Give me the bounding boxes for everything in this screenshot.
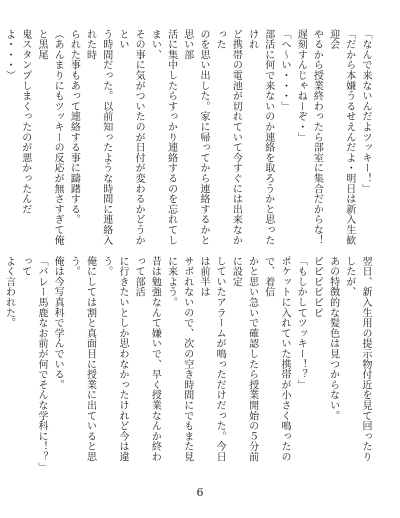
- text-line: 「なんで来ないんだよツッキー！」: [360, 29, 371, 194]
- text-line: ど携帯の電池が切れていて今すぐには出来なかった: [214, 29, 242, 246]
- text-line: られた事もあって連絡する事に躊躇する。: [68, 29, 80, 225]
- text-line: （あんまりにもツッキーの反応が無さすぎて俺と黒尾: [35, 29, 64, 246]
- lower-text-block: [0, 256, 373, 472]
- text-line: サボれないので、次の空き時間にでもまた見に来よう。: [165, 256, 193, 462]
- text-line: その事に気がついたのが日付が変わるかどうかとい: [116, 29, 145, 246]
- text-line: していたアラームが鳴っただけだった。今日は前半は: [197, 256, 226, 462]
- text-line: 「バレー馬鹿なお前が何でそんな学科に！？」って: [19, 256, 47, 468]
- text-line: ポケットに入れていた携帯が小さく鳴ったので、着信: [262, 256, 290, 462]
- text-line: 遅刻すんじゃねーぞ・」: [295, 29, 307, 143]
- text-line: 昔は勉強なんて嫌いで、早く授業なんか終わって部活: [133, 256, 161, 462]
- text-line: やるから授業終わったら部室に集合だからな！: [311, 29, 323, 246]
- text-line: 「へ〜い・・・」: [278, 29, 290, 112]
- text-line: あの特徴的な髪色は見つからない。: [327, 256, 339, 421]
- page-number: 6: [196, 486, 204, 499]
- text-line: に行きたいとしか思わなかったけれど今は違う。: [100, 256, 128, 462]
- text-line: 俺にしては割と真面目に授業に出ていると思う。: [68, 256, 96, 462]
- text-line: 俺は今写真科で学んでいる。: [52, 256, 64, 390]
- text-line: 鬼スタンプしまくったのが悪かったんだよ・・・）: [3, 29, 31, 215]
- text-line: のを思い出した。家に帰ってから連絡するかと思い部: [181, 29, 209, 246]
- text-line: 翌日、新入生用の提示物付近を見て回ったりしたが、: [343, 256, 371, 462]
- text-line: 部活に何で来ないのか連絡を取ろうかと思ったけれ: [246, 29, 274, 246]
- text-line: 「だから本嫌うるせえんだよ・明日は新入生歓迎会: [327, 29, 355, 246]
- text-line: ピピピピピピ: [311, 256, 323, 318]
- text-line: かと思い急いで確認したら授業開始の５分前に設定: [230, 256, 258, 462]
- text-line: 「もしかしてツッキー！？」: [295, 256, 307, 390]
- text-line: 活に集中したらすっかり連絡するのを忘れてしまい、: [149, 29, 177, 246]
- upper-text-block: [0, 29, 373, 247]
- text-line: よく言われた。: [3, 256, 15, 329]
- text-line: う時間だった。以前知ったような時間に連絡入れた時: [84, 29, 112, 246]
